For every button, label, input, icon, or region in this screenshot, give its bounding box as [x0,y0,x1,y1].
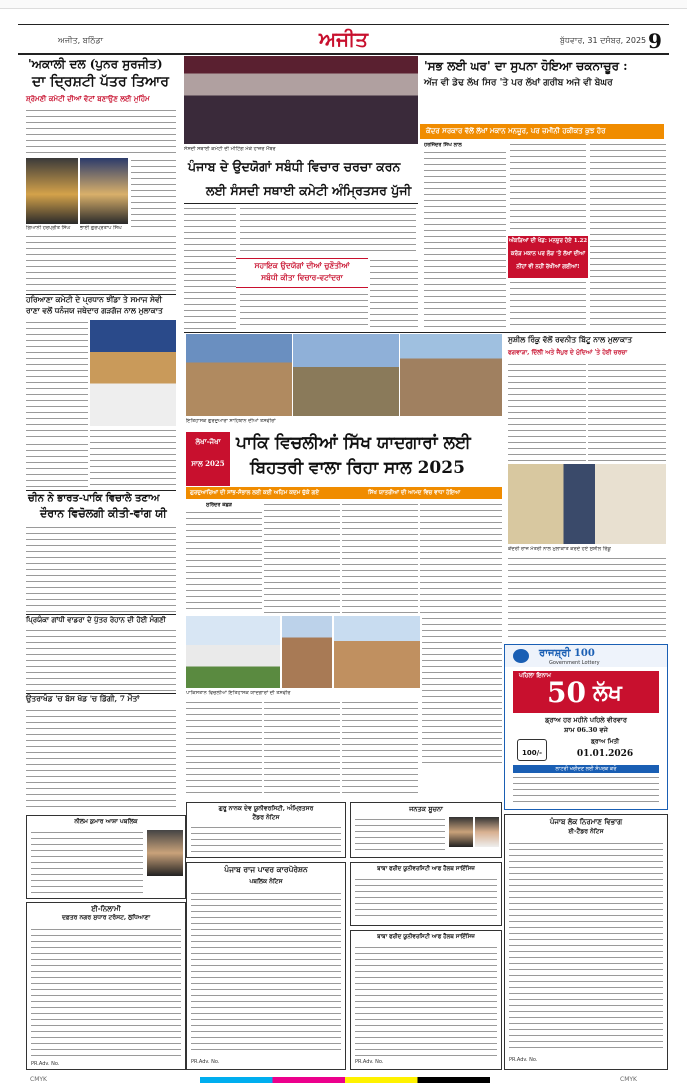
footer-color-bar [200,1077,490,1083]
story7-text-2 [510,142,586,234]
masthead-title: ਅਜੀਤ [318,27,369,51]
divider [184,203,418,204]
story8-text-1 [508,362,586,462]
story8-photo [508,464,666,544]
story2-headline-1: ਹਰਿਆਣਾ ਕਮੇਟੀ ਦੇ ਪ੍ਰਧਾਨ ਝੀਂਡਾ ਤੇ ਸਮਾਜ ਸੇਵੀ [26,295,162,304]
tender-pspcl-subtitle: ਪਬਲਿਕ ਨੋਟਿਸ [249,878,283,885]
matrimonial-title: ਜਨਤਕ ਸੂਚਨਾ [409,805,443,813]
matrimonial-photo-2 [475,817,499,847]
feature-tag-bottom: ਸਾਲ 2025 [191,459,225,468]
story7-highlight-box [508,236,588,278]
tender-gndu [186,802,346,858]
tender-pspcl-title: ਪੰਜਾਬ ਰਾਜ ਪਾਵਰ ਕਾਰਪੋਰੇਸ਼ਨ [224,865,308,874]
tender-gndu-title: ਗੁਰੂ ਨਾਨਕ ਦੇਵ ਯੂਨੀਵਰਸਿਟੀ, ਅੰਮ੍ਰਿਤਸਰ [218,805,314,812]
top-strip [0,0,687,9]
divider [506,332,666,333]
lottery-prize-box [513,671,659,713]
story6-text-4 [240,292,368,330]
story1-caption-2: ਭਾਈ ਗੁਰਪ੍ਰਤਾਪ ਸਿੰਘ [80,225,122,231]
tender-bfuhs-2 [350,930,502,1070]
story5-text [26,708,176,812]
e-auction-code: PR.Adv. No. [31,1061,60,1067]
feature-photo-5 [282,616,332,688]
header-bottom-rule [18,53,669,55]
divider [26,490,176,491]
masthead-date: ਬੁੱਧਵਾਰ, 31 ਦਸੰਬਰ, 2025 [560,36,647,45]
feature-text-1 [186,510,262,614]
tender-pspcl-code: PR.Adv. No. [191,1059,220,1065]
tender-bfuhs-2-title: ਬਾਬਾ ਫਰੀਦ ਯੂਨੀਵਰਸਿਟੀ ਆਫ ਹੈਲਥ ਸਾਇੰਸਿਜ਼ [377,934,475,940]
tender-pspcl [186,862,346,1070]
feature-headline-2: ਬਿਹਤਰੀ ਵਾਲਾ ਰਿਹਾ ਸਾਲ 2025 [250,458,465,478]
feature-photo-2 [293,334,399,416]
story2-text [26,320,88,440]
story2-headline-2: ਰਾਣਾ ਵਲੋਂ ਧਨੰਜਯ ਜਥੇਦਾਰ ਗੜਗੱਜ ਨਾਲ ਮੁਲਾਕਾਤ [26,306,163,315]
tender-pwd-code: PR.Adv. No. [509,1057,538,1063]
pullquote-line-2: ਸਬੰਧੀ ਕੀਤਾ ਵਿਚਾਰ-ਵਟਾਂਦਰਾ [261,273,343,282]
tender-bfuhs-1 [350,862,502,926]
page-number: 9 [648,29,662,53]
story6-headline-2: ਲਈ ਸੰਸਦੀ ਸਥਾਈ ਕਮੇਟੀ ਅੰਮ੍ਰਿਤਸਰ ਪੁੱਜੀ [206,183,412,198]
committee-photo-caption: ਸੰਸਦੀ ਸਥਾਈ ਕਮੇਟੀ ਦੀ ਮੀਟਿੰਗ ਮੌਕੇ ਹਾਜ਼ਰ ਮੈਂਬਰ [184,146,276,152]
story7-headline-2: ਅੱਜ ਵੀ ਡੇਢ ਲੱਖ ਸਿਰ 'ਤੇ ਪਰ ਲੱਖਾਂ ਗਰੀਬ ਅਜੇ ਵੀ ਬੇਘਰ [424,78,613,88]
obituary-ad [26,815,186,899]
story4-headline: ਪ੍ਰਿਯੰਕਾ ਗਾਂਧੀ ਵਾਡਰਾ ਦੇ ਪੁੱਤਰ ਰੇਹਾਨ ਦੀ ਹੋਈ ਮੰਗਣੀ [26,615,166,624]
highlight-line-1: ਅੰਕੜਿਆਂ ਦੀ ਖੇਡ: ਮਨਜ਼ੂਰ ਹੋਏ 1.22 [508,238,588,244]
feature-headline-1: ਪਾਕਿ ਵਿਚਲੀਆਂ ਸਿੱਖ ਯਾਦਗਾਰਾਂ ਲਈ [236,433,471,453]
lottery-date: 01.01.2026 [576,749,634,759]
story2-text-3 [26,442,88,488]
tender-gndu-subtitle: ਟੈਂਡਰ ਨੋਟਿਸ [252,814,280,821]
feature-text-6 [186,700,262,798]
story1-headline-2: ਦਾ ਦ੍ਰਿਸ਼ਟੀ ਪੱਤਰ ਤਿਆਰ [32,74,169,90]
highlight-line-2: ਕਰੋੜ ਮਕਾਨ ਪਰ ਲੋੜ 'ਤੇ ਲੱਖਾਂ ਦੀਆਂ [510,251,586,257]
tender-bfuhs-2-text [355,945,497,1057]
story6-text-1 [184,206,236,330]
footer-right-registration: CMYK [620,1076,637,1083]
story2-text-2 [90,428,176,488]
lottery-logo-icon [513,649,529,663]
story7-headline-1: 'ਸਭ ਲਈ ਘਰ' ਦਾ ਸੁਪਨਾ ਹੋਇਆ ਚਕਨਾਚੂਰ : [424,59,628,73]
feature-bullet-2: ਸਿੱਖ ਯਾਤਰੀਆਂ ਦੀ ਆਮਦ ਵਿਚ ਵਾਧਾ ਹੋਇਆ [368,490,461,496]
feature-bullets [186,487,502,499]
story5-headline: ਉਤਰਾਖੰਡ 'ਚ ਬੱਸ ਖੱਡ 'ਚ ਡਿੱਗੀ, 7 ਮੌਤਾਂ [26,694,140,703]
story3-headline-1: ਚੀਨ ਨੇ ਭਾਰਤ-ਪਾਕਿ ਵਿਚਾਲੇ ਤਣਾਅ [28,493,160,504]
story7-banner [420,124,664,139]
story1-photo-1 [26,158,78,224]
story6-headline-1: ਪੰਜਾਬ ਦੇ ਉਦਯੋਗਾਂ ਸਬੰਧੀ ਵਿਚਾਰ ਚਰਚਾ ਕਰਨ [188,159,401,174]
obituary-title: ਨੀਲਮ ਕੁਮਾਰ ਆਸ਼ਾ ਪਬਲਿਕ [74,818,138,825]
header-top-rule [18,24,669,25]
story6-text-2 [240,206,416,256]
feature-tag [186,432,230,486]
feature-text-4 [420,502,502,614]
e-auction-ad [26,902,186,1070]
story7-text-1 [424,150,506,330]
feature-text-8 [342,700,418,798]
story1-text [26,108,176,158]
story8-headline: ਸੁਸ਼ੀਲ ਰਿੰਕੂ ਵੱਲੋਂ ਰਵਨੀਤ ਬਿੱਟੂ ਨਾਲ ਮੁਲਾਕਾਤ [508,335,633,344]
e-auction-subtitle: ਦਫ਼ਤਰ ਨਗਰ ਸੁਧਾਰ ਟਰੱਸਟ, ਲੁਧਿਆਣਾ [61,914,151,921]
story6-text-3 [370,258,418,330]
lottery-date-label: ਡ੍ਰਾਅ ਮਿਤੀ [590,738,620,745]
tender-gndu-text [191,825,341,855]
tender-pwd-text [509,841,663,1053]
feature-photo-1 [186,334,292,416]
feature-bullet-1: ਗੁਰਦੁਆਰਿਆਂ ਦੀ ਸਾਂਭ-ਸੰਭਾਲ ਲਈ ਕਈ ਅਹਿਮ ਕਦਮ ਚੁੱਕੇ ਗਏ [190,490,319,496]
lottery-price-value: 100/- [521,749,543,757]
obituary-text [31,830,143,894]
committee-photo [184,56,418,144]
feature-tag-top: ਲੇਖਾ-ਜੋਖਾ [195,437,221,446]
matrimonial-photo-1 [449,817,473,847]
lottery-fine-print [513,775,659,807]
story8-text-3 [508,556,666,640]
feature-photo-caption-2: ਪਾਕਿਸਤਾਨ ਵਿਚਲੀਆਂ ਇਤਿਹਾਸਕ ਯਾਦਗਾਰਾਂ ਦੀ ਤਸਵੀਰ [186,690,291,696]
feature-text-7 [264,700,340,798]
tender-bfuhs-1-text [355,877,497,921]
story3-headline-2: ਦੌਰਾਨ ਵਿਚੋਲਗੀ ਕੀਤੀ-ਵਾਂਗ ਯੀ [40,507,167,520]
story8-text-2 [588,362,666,462]
story1-text-bottom [26,234,176,292]
story3-text [26,525,176,613]
tender-bfuhs-1-title: ਬਾਬਾ ਫਰੀਦ ਯੂਨੀਵਰਸਿਟੀ ਆਫ ਹੈਲਥ ਸਾਇੰਸਿਜ਼ [377,866,475,872]
story1-photo-2 [80,158,128,224]
story7-text-3 [590,142,666,330]
e-auction-title: ਈ-ਨਿਲਾਮੀ [91,904,121,913]
feature-text-2 [264,502,340,614]
tender-bfuhs-2-code: PR.Adv. No. [355,1059,384,1065]
lottery-unit: ਲੱਖ [593,680,622,706]
tender-pwd-title: ਪੰਜਾਬ ਲੋਕ ਨਿਰਮਾਣ ਵਿਭਾਗ [549,817,623,826]
feature-byline: ਸੁਰਿੰਦਰ ਕੋਛੜ [206,502,233,508]
feature-photo-3 [400,334,502,416]
story1-headline-1: 'ਅਕਾਲੀ ਦਲ (ਪੁਨਰ ਸੁਰਜੀਤ) [28,57,163,71]
feature-text-5 [422,616,502,766]
story8-subhead: ਫਗਵਾੜਾ, ਦਿੱਲੀ ਅਤੇ ਜੈਪੁਰ ਦੇ ਮੁੱਦਿਆਂ 'ਤੇ ਹੋਈ ਚਰਚਾ [508,349,628,356]
lottery-amount: 50 [547,676,586,709]
matrimonial-ad [350,802,502,858]
lottery-note: ਲਾਟਰੀ ਖਰੀਦਣ ਲਈ ਸੰਪਰਕ ਕਰੋ [555,766,617,772]
story1-caption-1: ਗਿਆਨੀ ਹਰਪ੍ਰੀਤ ਸਿੰਘ [26,225,71,231]
e-auction-text [31,927,181,1057]
story7-byline: ਹਰਜਿੰਦਰ ਸਿੰਘ ਲਾਲ [424,142,462,148]
lottery-ad [504,644,668,810]
lottery-draw: ਡ੍ਰਾਅ ਹਰ ਮਹੀਨੇ ਪਹਿਲੇ ਵੀਰਵਾਰ [545,716,627,724]
feature-photo-caption: ਇਤਿਹਾਸਕ ਗੁਰਦੁਆਰਾ ਸਾਹਿਬਾਨ ਦੀਆਂ ਤਸਵੀਰਾਂ [186,418,276,424]
feature-photo-4 [186,616,280,688]
story6-pullquote [236,258,368,288]
lottery-first-label: ਪਹਿਲਾ ਇਨਾਮ [519,672,551,679]
lottery-note-bar [513,765,659,773]
banner-text: ਕੇਂਦਰ ਸਰਕਾਰ ਵੱਲੋਂ ਲੱਖਾਂ ਮਕਾਨ ਮਨਜ਼ੂਰ, ਪਰ ਜ਼ਮੀਨੀ ਹਕੀਕਤ ਕੁਝ ਹੋਰ [426,126,606,135]
feature-photo-6 [334,616,420,688]
feature-text-3 [342,502,418,614]
footer-left-registration: CMYK [30,1076,47,1083]
highlight-line-3: ਨੀਂਹਾਂ ਵੀ ਨਹੀਂ ਰੱਖੀਆਂ ਗਈਆਂ! [516,264,580,270]
story1-text-right [131,158,176,230]
lottery-sub: Government Lottery [549,660,600,666]
story2-photo [90,320,176,426]
story4-text [26,628,176,692]
story1-subhead: ਸ਼੍ਰੋਮਣੀ ਕਮੇਟੀ ਦੀਆਂ ਵੋਟਾਂ ਬਣਾਉਣ ਲਈ ਮੁਹਿੰਮ [26,94,150,103]
tender-pwd [504,814,668,1070]
tender-pspcl-text [191,891,341,1055]
lottery-price [517,739,547,761]
tender-pwd-subtitle: ਈ-ਟੈਂਡਰ ਨੋਟਿਸ [568,828,604,835]
matrimonial-text [355,817,445,855]
lottery-time: ਸ਼ਾਮ 06.30 ਵਜੇ [564,726,608,734]
story7-text-4 [510,280,586,330]
lottery-name: ਰਾਜਸ਼੍ਰੀ 100 [539,648,595,659]
story8-caption: ਕੇਂਦਰੀ ਰਾਜ ਮੰਤਰੀ ਨਾਲ ਮੁਲਾਕਾਤ ਕਰਦੇ ਹੋਏ ਸੁਸ਼ੀਲ ਰਿੰਕੂ [508,546,611,552]
obituary-photo [147,830,183,876]
pullquote-line-1: ਸਹਾਇਕ ਉਦਯੋਗਾਂ ਦੀਆਂ ਚੁਣੌਤੀਆਂ [254,261,350,270]
masthead-place: ਅਜੀਤ, ਬਠਿੰਡਾ [58,36,104,45]
